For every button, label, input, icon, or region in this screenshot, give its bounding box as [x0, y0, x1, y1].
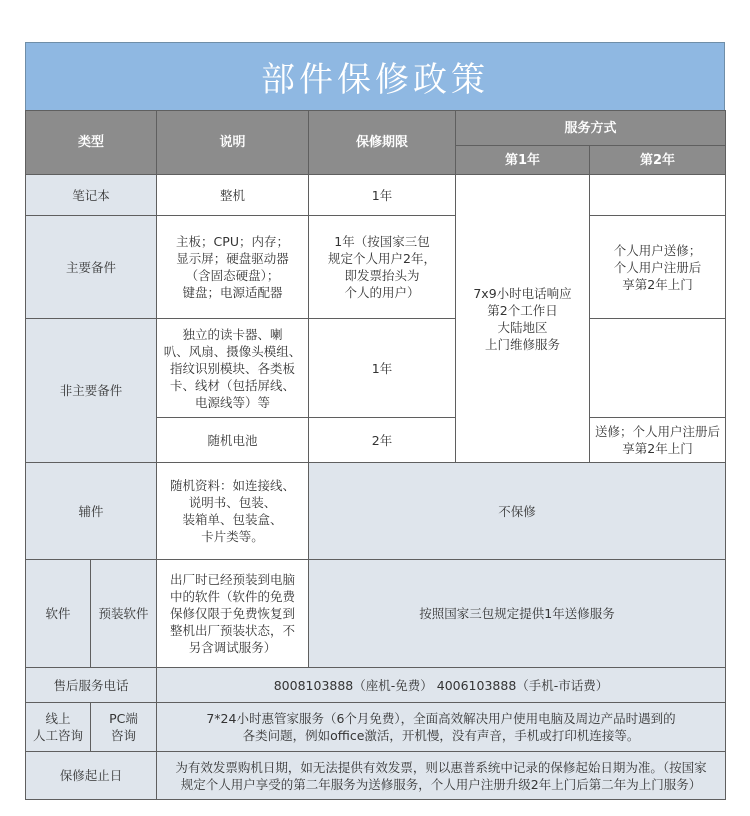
main-parts-desc: 主板；CPU；内存； 显示屏；硬盘驱动器 （含固态硬盘）； 键盘；电源适配器: [157, 216, 309, 319]
header-type: 类型: [26, 111, 157, 175]
laptop-period: 1年: [309, 175, 456, 216]
header-row: [26, 111, 726, 146]
laptop-type: 笔记本: [26, 175, 157, 216]
header-period: 保修期限: [309, 111, 456, 175]
non-main-year2: [590, 319, 726, 418]
row-accessory: [26, 463, 726, 560]
online-label: 线上 人工咨询: [26, 703, 91, 752]
battery-period: 2年: [309, 418, 456, 463]
warranty-table: [25, 110, 726, 800]
row-hotline: [26, 668, 726, 703]
main-parts-period: 1年（按国家三包 规定个人用户2年， 即发票抬头为 个人的用户）: [309, 216, 456, 319]
header-service: 服务方式: [456, 111, 726, 146]
non-main-type: 非主要备件: [26, 319, 157, 463]
battery-desc: 随机电池: [157, 418, 309, 463]
battery-year2: 送修；个人用户注册后 享第2年上门: [590, 418, 726, 463]
software-desc: 出厂时已经预装到电脑 中的软件（软件的免费 保修仅限于免费恢复到 整机出厂预装状态，不 另含调试服务）: [157, 560, 309, 668]
start-date-value: 为有效发票购机日期，如无法提供有效发票，则以惠普系统中记录的保修起始日期为准。（按国家 规定个人用户享受的第二年服务为送修服务，个人用户注册升级2年上门后第二年为上门服务）: [157, 752, 726, 800]
row-online: [26, 703, 726, 752]
row-start-date: [26, 752, 726, 800]
row-laptop: [26, 175, 726, 216]
header-desc: 说明: [157, 111, 309, 175]
software-period: 按照国家三包规定提供1年送修服务: [309, 560, 726, 668]
online-value: 7*24小时惠管家服务（6个月免费），全面高效解决用户使用电脑及周边产品时遇到的 各类问题，例如office激活，开机慢，没有声音，手机或打印机连接等。: [157, 703, 726, 752]
non-main-period: 1年: [309, 319, 456, 418]
hotline-value: 8008103888（座机-免费） 4006103888（手机-市话费）: [157, 668, 726, 703]
start-date-label: 保修起止日: [26, 752, 157, 800]
row-non-main-parts: [26, 319, 726, 418]
year1-service: 7x9小时电话响应 第2个工作日 大陆地区 上门维修服务: [456, 175, 590, 463]
page-title: 部件保修政策: [25, 42, 725, 110]
laptop-year2: [590, 175, 726, 216]
software-subtype: 预装软件: [91, 560, 157, 668]
row-software: [26, 560, 726, 668]
online-sub: PC端 咨询: [91, 703, 157, 752]
non-main-desc: 独立的读卡器、喇 叭、风扇、摄像头模组、 指纹识别模块、各类板 卡、线材（包括屏线、 电源线等）等: [157, 319, 309, 418]
hotline-label: 售后服务电话: [26, 668, 157, 703]
main-parts-type: 主要备件: [26, 216, 157, 319]
header-year1: 第1年: [456, 146, 590, 175]
accessory-desc: 随机资料：如连接线、 说明书、包装、 装箱单、包装盒、 卡片类等。: [157, 463, 309, 560]
warranty-policy-table-container: [25, 42, 725, 800]
laptop-desc: 整机: [157, 175, 309, 216]
accessory-period: 不保修: [309, 463, 726, 560]
accessory-type: 辅件: [26, 463, 157, 560]
row-main-parts: [26, 216, 726, 319]
software-type: 软件: [26, 560, 91, 668]
main-parts-year2: 个人用户送修； 个人用户注册后 享第2年上门: [590, 216, 726, 319]
header-year2: 第2年: [590, 146, 726, 175]
